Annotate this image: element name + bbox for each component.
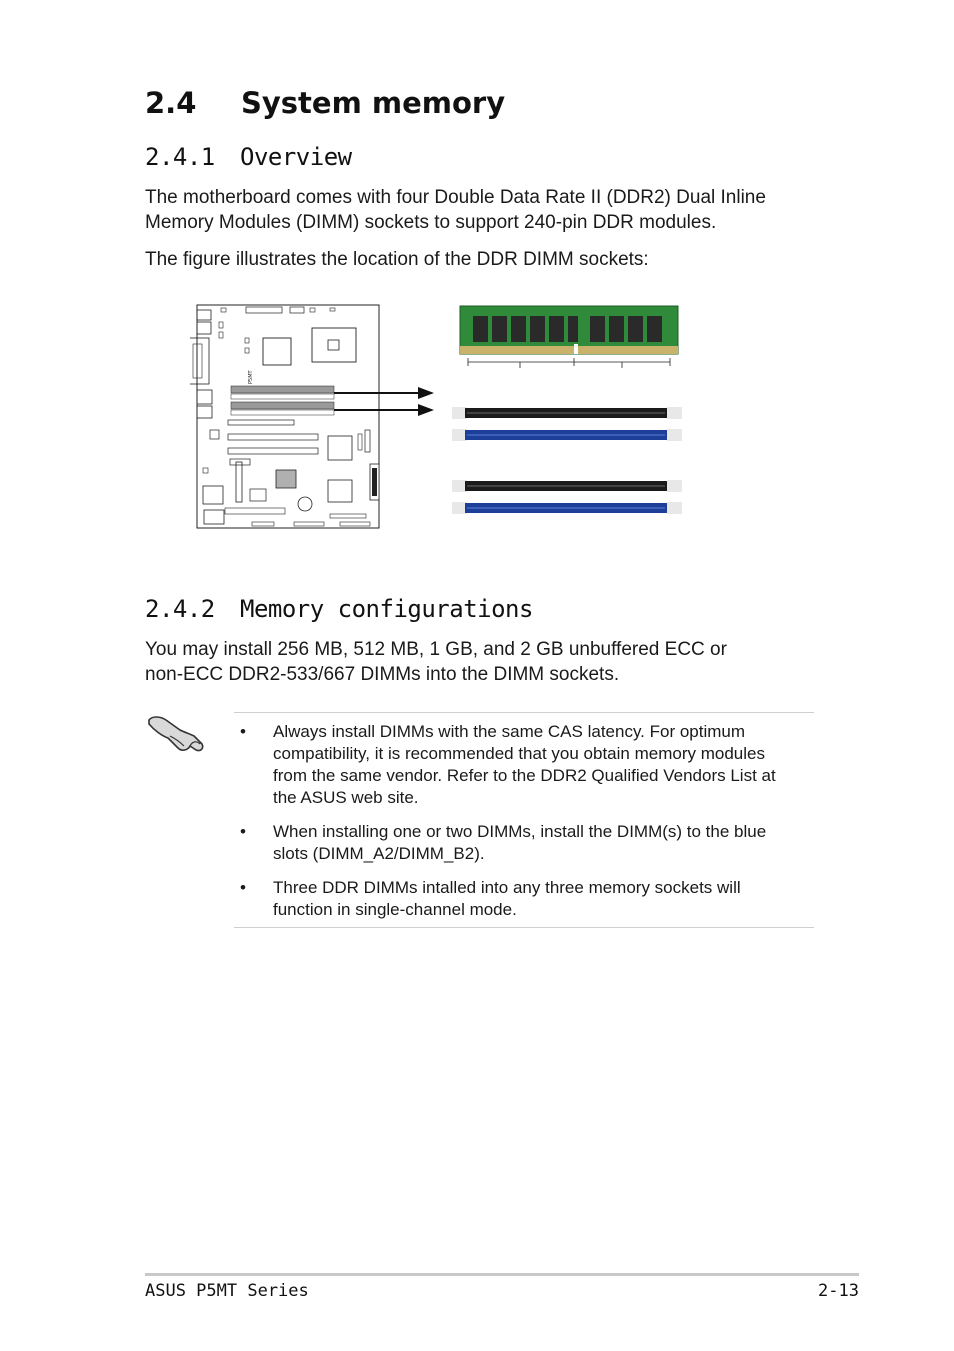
dimm-socket-black-1 <box>452 407 682 419</box>
configurations-number: 2.4.2 <box>145 595 215 623</box>
configurations-line-2: non-ECC DDR2-533/667 DIMMs into the DIMM sockets. <box>145 664 620 685</box>
configurations-heading <box>145 595 533 623</box>
overview-line-1: The motherboard comes with four Double Data Rate II (DDR2) Dual Inline <box>145 187 766 208</box>
dimm-socket-blue-1 <box>452 429 682 441</box>
section-title-text: System memory <box>241 86 506 120</box>
footer-product: ASUS P5MT Series <box>145 1281 309 1301</box>
dimm-socket-figure <box>190 296 690 536</box>
overview-paragraph <box>145 185 766 235</box>
overview-line-2: Memory Modules (DIMM) sockets to support 240-pin DDR modules. <box>145 212 717 233</box>
overview-number: 2.4.1 <box>145 143 215 171</box>
configurations-paragraph <box>145 637 727 687</box>
note-list <box>234 721 804 933</box>
board-label: P5MT <box>248 370 254 384</box>
dimm-sockets <box>452 407 682 514</box>
ddr2-module <box>460 306 678 368</box>
dimm-socket-black-2 <box>452 480 682 492</box>
footer-divider <box>145 1273 859 1276</box>
overview-title: Overview <box>240 143 352 171</box>
configurations-line-1: You may install 256 MB, 512 MB, 1 GB, and 2 GB unbuffered ECC or <box>145 639 727 660</box>
dimm-socket-blue-2 <box>452 502 682 514</box>
section-title <box>145 86 505 120</box>
note-item: • Three DDR DIMMs intalled into any three memory sockets will function in single-channel mode. <box>240 878 741 919</box>
configurations-title: Memory configurations <box>240 595 533 623</box>
overview-heading <box>145 143 352 171</box>
hand-pointing-icon <box>146 708 206 756</box>
figure-intro: The figure illustrates the location of the DDR DIMM sockets: <box>145 249 649 270</box>
note-item: • Always install DIMMs with the same CAS latency. For optimum compatibility, it is recommended that you obtain memory modules from the same vendor. Refer to the DDR2 Qualified Vendors List at the ASUS web site. <box>240 722 776 807</box>
footer-page-number: 2-13 <box>818 1281 859 1301</box>
section-number: 2.4 <box>145 86 197 120</box>
motherboard-diagram <box>190 305 379 528</box>
note-item: • When installing one or two DIMMs, install the DIMM(s) to the blue slots (DIMM_A2/DIMM_B2). <box>240 822 767 863</box>
note-box <box>234 712 814 928</box>
